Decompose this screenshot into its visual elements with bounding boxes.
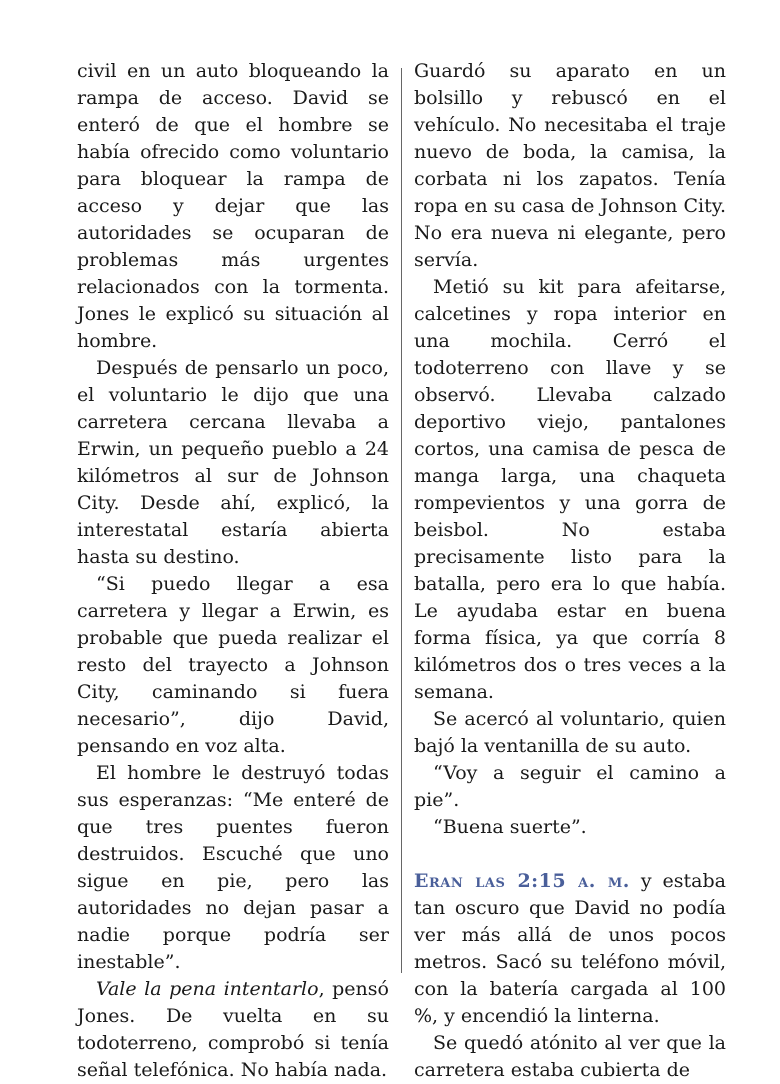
paragraph: Guardó su aparato en un bolsillo y rebuscó en el vehículo. No necesitaba el traje nuevo de boda, la camisa, la corbata ni los zapatos. Tenía ropa en su casa de Johnson City. No era nueva ni elegante, pero servía.	[414, 60, 726, 271]
paragraph-text: , pensó Jones. De vuelta en su todoterreno, comprobó si tenía señal telefónica. No había nada.	[77, 978, 389, 1081]
paragraph: “Si puedo llegar a esa carretera y llegar a Erwin, es probable que pueda realizar el resto del trayecto a Johnson City, caminando si fuera necesario”, dijo David, pensando en voz alta.	[77, 573, 389, 757]
italic-thought: Vale la pena intentarlo	[96, 978, 319, 1000]
paragraph: “Voy a seguir el camino a pie”.	[414, 762, 726, 811]
paragraph-text: y estaba tan oscuro que David no podía ver más allá de unos pocos metros. Sacó su teléfono móvil, con la batería cargada al 100 %, y encendió la linterna.	[414, 870, 726, 1027]
paragraph: Se quedó atónito al ver que la carretera estaba cubierta de	[414, 1032, 726, 1081]
paragraph	[77, 976, 389, 1084]
paragraph: Después de pensarlo un poco, el voluntario le dijo que una carretera cercana llevaba a Erwin, un pequeño pueblo a 24 kilómetros al sur de Johnson City. Desde ahí, explicó, la interestatal estaría abierta hasta su destino.	[77, 357, 389, 568]
right-column	[414, 58, 726, 1084]
section-opening-paragraph	[414, 868, 726, 1030]
column-divider	[401, 68, 402, 973]
paragraph: El hombre le destruyó todas sus esperanzas: “Me enteré de que tres puentes fueron destruidos. Escuché que uno sigue en pie, pero las autoridades no dejan pasar a nadie porque podría ser inestable”.	[77, 762, 389, 973]
paragraph: civil en un auto bloqueando la rampa de acceso. David se enteró de que el hombre se había ofrecido como voluntario para bloquear la rampa de acceso y dejar que las autoridades se ocuparan de problemas más urgentes relacionados con la tormenta. Jones le explicó su situación al hombre.	[77, 60, 389, 352]
section-lead-in: Eran las 2:15 a. m.	[414, 870, 630, 892]
paragraph: “Buena suerte”.	[433, 816, 587, 838]
paragraph: Se acercó al voluntario, quien bajó la ventanilla de su auto.	[414, 708, 726, 757]
left-column	[77, 58, 389, 1084]
paragraph: Metió su kit para afeitarse, calcetines y ropa interior en una mochila. Cerró el todoterreno con llave y se observó. Llevaba calzado deportivo viejo, pantalones cortos, una camisa de pesca de manga larga, una chaqueta rompevientos y una gorra de beisbol. No estaba precisamente listo para la batalla, pero era lo que había. Le ayudaba estar en buena forma física, ya que corría 8 kilómetros dos o tres veces a la semana.	[414, 276, 726, 703]
